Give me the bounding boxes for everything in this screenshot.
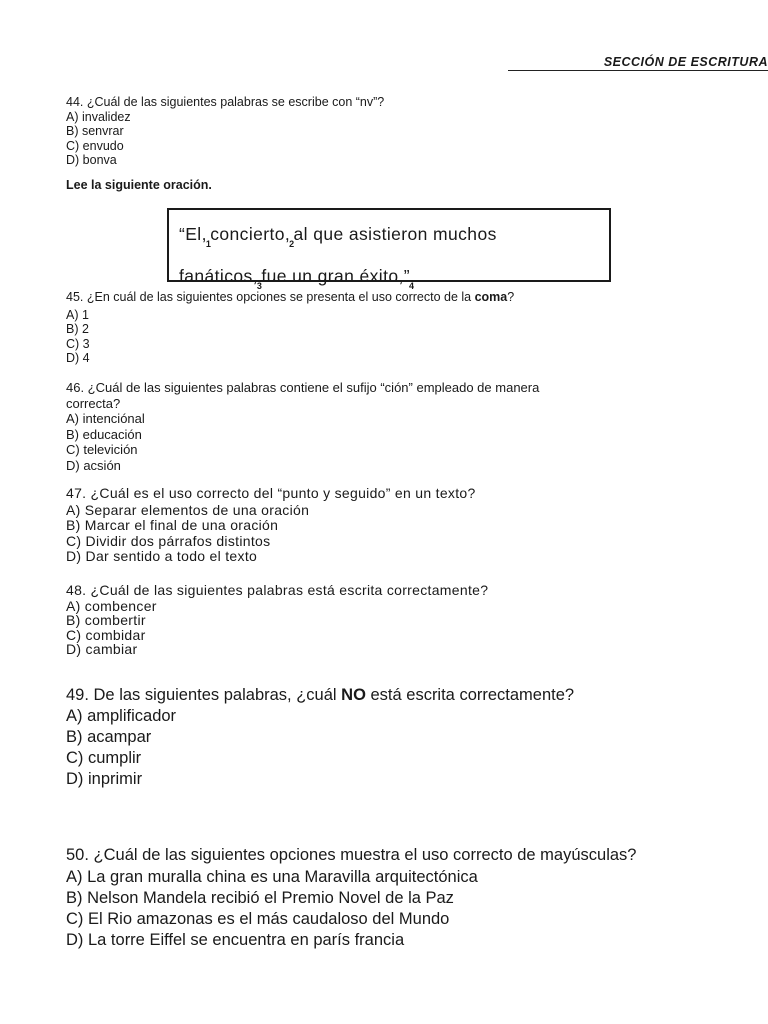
sentence-part-4: fanáticos,: [179, 266, 258, 286]
question-47: [66, 486, 476, 565]
question-48-option-d: D) cambiar: [66, 641, 138, 657]
question-49-text-after: está escrita correctamente?: [365, 686, 575, 704]
reading-instruction: Lee la siguiente oración.: [66, 178, 212, 192]
question-46-option-b: B) educación: [66, 426, 142, 442]
question-46-option-d: D) acsión: [66, 457, 121, 473]
question-48-text: 48. ¿Cuál de las siguientes palabras está escrita correctamente?: [66, 582, 489, 598]
question-44-option-c: C) envudo: [66, 138, 124, 153]
section-header: SECCIÓN DE ESCRITURA: [508, 54, 768, 71]
question-47-option-b: B) Marcar el final de una oración: [66, 517, 279, 533]
sentence-part-5: fue un gran éxito,”: [261, 266, 410, 286]
question-49: [66, 685, 574, 790]
question-45-text-after: ?: [507, 290, 515, 304]
question-45-text: [66, 290, 514, 305]
question-49-text: [66, 685, 574, 706]
question-45: [66, 290, 514, 366]
question-45-text-before: 45. ¿En cuál de las siguientes opciones se presenta el uso correcto de la: [66, 290, 475, 304]
question-46: [66, 380, 539, 473]
question-50: [66, 845, 636, 951]
question-48-option-a: A) combencer: [66, 597, 157, 614]
sentence-line-1: [179, 218, 609, 260]
question-50-option-d: D) La torre Eiffel se encuentra en parís francia: [66, 931, 405, 949]
question-49-option-a: A) amplificador: [66, 707, 177, 725]
question-50-option-c: C) El Rio amazonas es el más caudaloso del Mundo: [66, 910, 450, 928]
question-47-option-a: A) Separar elementos de una oración: [66, 501, 310, 518]
question-49-option-b: B) acampar: [66, 728, 152, 746]
question-47-option-d: D) Dar sentido a todo el texto: [66, 548, 258, 564]
question-45-option-d: D) 4: [66, 351, 90, 365]
comma-marker-4: 4: [408, 281, 415, 291]
question-49-option-c: C) cumplir: [66, 749, 142, 767]
question-44: [66, 95, 384, 168]
question-48: [66, 583, 488, 657]
question-48-option-c: C) combidar: [66, 626, 146, 643]
question-46-option-a: A) intenciónal: [66, 411, 145, 426]
question-49-keyword: NO: [341, 686, 366, 704]
question-50-option-a: A) La gran muralla china es una Maravilla arquitectónica: [66, 868, 478, 886]
comma-marker-1: 1: [205, 239, 212, 249]
question-44-option-b: B) senvrar: [66, 124, 124, 138]
question-45-option-a: A) 1: [66, 307, 89, 322]
question-46-text-line-1: 46. ¿Cuál de las siguientes palabras contiene el sufijo “ción” empleado de manera: [66, 380, 540, 395]
question-46-text-line-2: correcta?: [66, 395, 121, 411]
question-45-option-c: C) 3: [66, 336, 90, 351]
question-46-option-c: C) televición: [66, 442, 138, 457]
question-44-option-d: D) bonva: [66, 153, 117, 167]
sentence-part-3: al que asistieron muchos: [293, 224, 497, 244]
question-49-text-before: 49. De las siguientes palabras, ¿cuál: [66, 686, 342, 704]
sentence-part-1: “El,: [179, 224, 207, 244]
sentence-box: [167, 208, 611, 291]
comma-marker-3: 3: [256, 281, 263, 291]
question-50-option-b: B) Nelson Mandela recibió el Premio Novel de la Paz: [66, 889, 454, 907]
sentence-part-2: concierto,: [210, 224, 291, 244]
question-44-text: 44. ¿Cuál de las siguientes palabras se escribe con “nv”?: [66, 95, 385, 109]
question-47-option-c: C) Dividir dos párrafos distintos: [66, 532, 271, 549]
question-49-option-d: D) inprimir: [66, 770, 143, 788]
question-44-option-a: A) invalidez: [66, 109, 131, 124]
question-45-option-b: B) 2: [66, 322, 89, 336]
question-48-option-b: B) combertir: [66, 612, 146, 628]
question-45-keyword: coma: [474, 290, 508, 304]
question-47-text: 47. ¿Cuál es el uso correcto del “punto y seguido” en un texto?: [66, 485, 476, 501]
question-50-text: 50. ¿Cuál de las siguientes opciones muestra el uso correcto de mayúsculas?: [66, 846, 637, 864]
comma-marker-2: 2: [289, 239, 295, 249]
